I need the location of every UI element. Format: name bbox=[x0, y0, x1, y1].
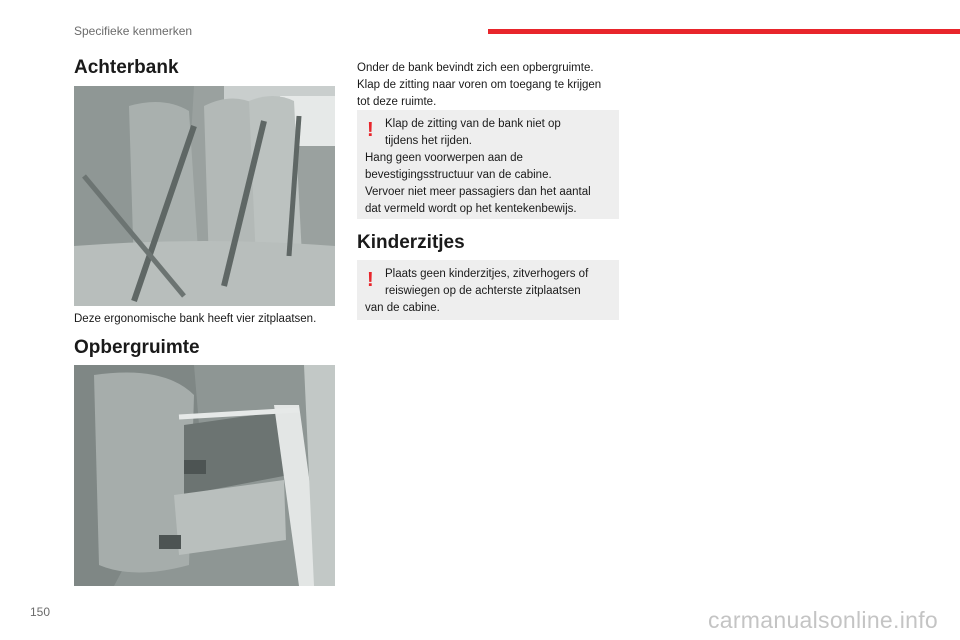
intro-line: Klap de zitting naar voren om toegang te krijgen bbox=[357, 79, 602, 91]
intro-paragraph bbox=[357, 60, 622, 111]
achterbank-caption: Deze ergonomische bank heeft vier zitplaatsen. bbox=[74, 313, 317, 325]
page-number: 150 bbox=[30, 605, 51, 619]
warning-line: Klap de zitting van de bank niet op bbox=[385, 118, 561, 130]
warning-line: tijdens het rijden. bbox=[385, 135, 472, 147]
warning-line: dat vermeld wordt op het kentekenbewijs. bbox=[365, 203, 577, 215]
warning-line: reiswiegen op de achterste zitplaatsen bbox=[385, 285, 581, 297]
header-section-title: Specifieke kenmerken bbox=[74, 24, 193, 38]
heading-achterbank: Achterbank bbox=[74, 57, 179, 78]
warning-line: Hang geen voorwerpen aan de bbox=[365, 152, 523, 164]
intro-line: tot deze ruimte. bbox=[357, 96, 437, 108]
heading-opbergruimte: Opbergruimte bbox=[74, 337, 200, 358]
exclamation-icon: ! bbox=[367, 269, 374, 291]
warning-line: Vervoer niet meer passagiers dan het aantal bbox=[365, 186, 591, 198]
intro-line: Onder de bank bevindt zich een opbergruimte. bbox=[357, 62, 594, 74]
storage-compartment-illustration bbox=[74, 365, 335, 586]
header-accent-bar bbox=[488, 29, 960, 34]
warning-line: van de cabine. bbox=[365, 302, 440, 314]
heading-kinderzitjes: Kinderzitjes bbox=[357, 232, 465, 253]
exclamation-icon: ! bbox=[367, 119, 374, 141]
watermark: carmanualsonline.info bbox=[707, 607, 938, 633]
warning-line: bevestigingsstructuur van de cabine. bbox=[365, 169, 552, 181]
rear-bench-illustration bbox=[74, 86, 335, 306]
warning-box-bench bbox=[357, 110, 619, 219]
warning-box-child-seats bbox=[357, 260, 619, 320]
warning-line: Plaats geen kinderzitjes, zitverhogers of bbox=[385, 268, 589, 280]
